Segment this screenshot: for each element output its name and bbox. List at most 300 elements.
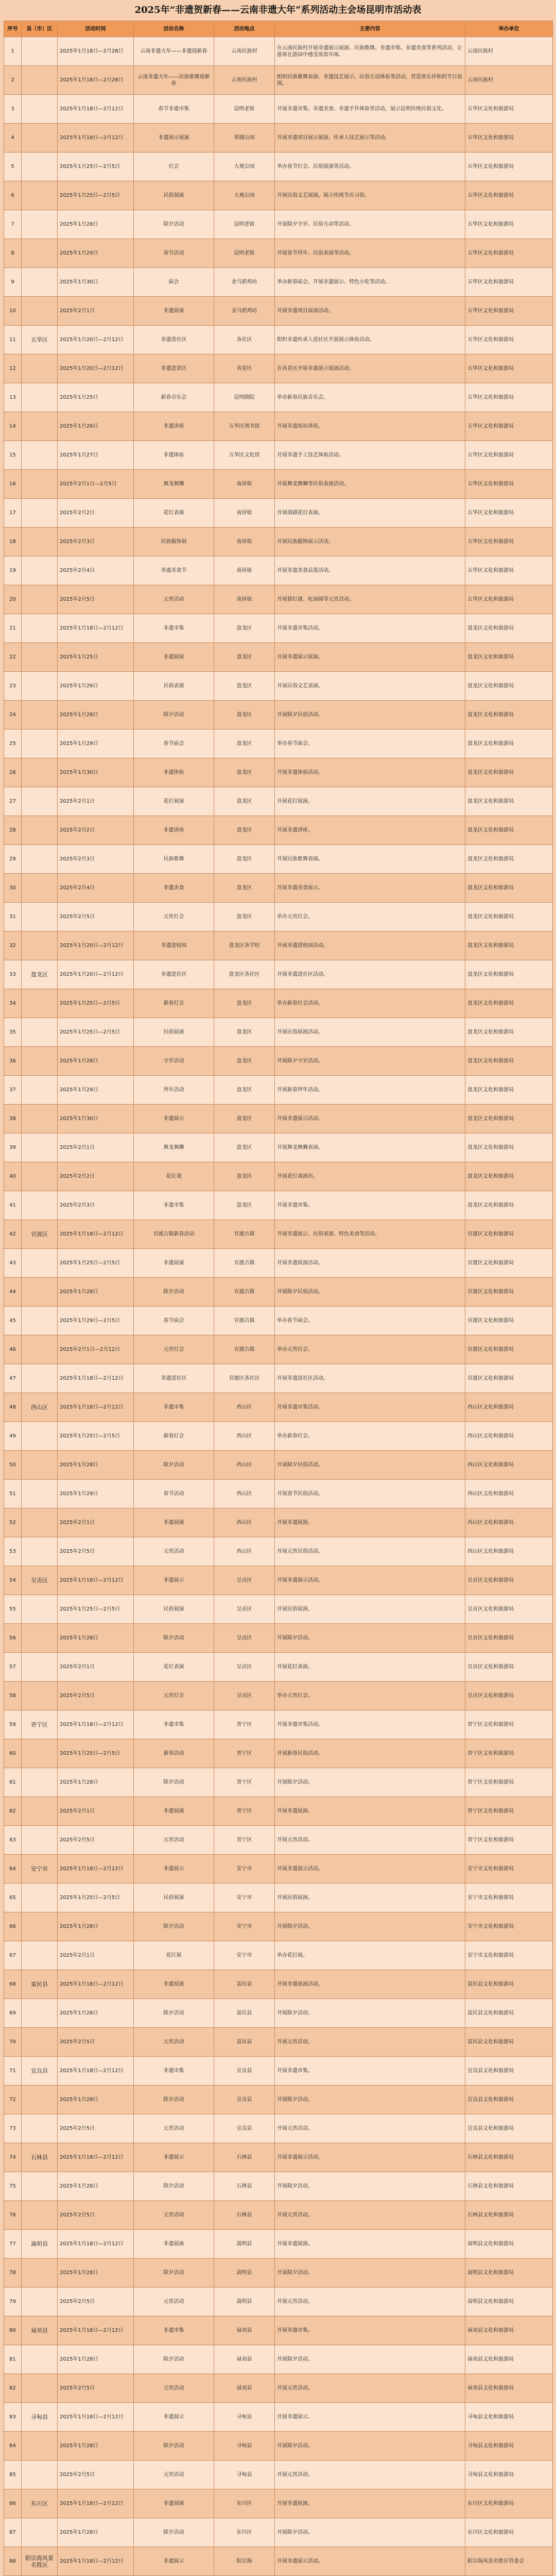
cell-no: 41 (4, 1191, 22, 1220)
header-content: 主要内容 (275, 21, 465, 37)
cell-content: 开展元宵活动。 (275, 2287, 465, 2316)
cell-no: 69 (4, 1999, 22, 2028)
cell-no: 8 (4, 239, 22, 268)
cell-name: 新春活动 (134, 1739, 214, 1768)
cell-time: 2025年1月28日 (58, 1451, 134, 1480)
cell-org: 宜良县文化和旅游局 (465, 2114, 553, 2143)
table-row (4, 1191, 553, 1220)
cell-no: 17 (4, 499, 22, 528)
cell-time: 2025年2月2日 (58, 1162, 134, 1191)
cell-venue: 西山区 (214, 1422, 275, 1451)
table-row (4, 1451, 553, 1480)
cell-time: 2025年1月25日—2月5日 (58, 1595, 134, 1624)
cell-venue: 寻甸县 (214, 2461, 275, 2489)
cell-no: 56 (4, 1624, 22, 1653)
cell-district (22, 1162, 58, 1191)
cell-time: 2025年1月18日—2月12日 (58, 124, 134, 152)
cell-venue: 禄劝县 (214, 2345, 275, 2374)
cell-content: 开展元宵民俗活动。 (275, 1537, 465, 1566)
table-row (4, 845, 553, 874)
table-row (4, 672, 553, 701)
cell-no: 47 (4, 1364, 22, 1393)
cell-venue: 翠湖公园 (214, 124, 275, 152)
cell-time: 2025年1月18日—2月12日 (58, 1710, 134, 1739)
cell-no: 16 (4, 470, 22, 499)
cell-venue: 晋宁区 (214, 1826, 275, 1855)
cell-name: 除夕活动 (134, 2518, 214, 2547)
cell-venue: 呈贡区 (214, 1682, 275, 1710)
table-row (4, 1220, 553, 1249)
cell-district (22, 931, 58, 960)
cell-org: 西山区文化和旅游局 (465, 1393, 553, 1422)
cell-content: 开展舞龙舞狮表演。 (275, 1133, 465, 1162)
cell-name: 除夕活动 (134, 1768, 214, 1797)
cell-district: 富民县 (22, 1970, 58, 1999)
cell-content: 开展非遗市集。 (275, 1191, 465, 1220)
cell-no: 52 (4, 1509, 22, 1537)
cell-time: 2025年1月30日 (58, 758, 134, 787)
cell-district (22, 845, 58, 874)
cell-district (22, 787, 58, 816)
cell-venue: 大观公园 (214, 152, 275, 181)
cell-org: 晋宁区文化和旅游局 (465, 1797, 553, 1826)
cell-name: 非遗市集 (134, 1710, 214, 1739)
cell-venue: 东川区 (214, 2518, 275, 2547)
cell-no: 13 (4, 383, 22, 412)
cell-venue: 盘龙区各社区 (214, 960, 275, 989)
table-row (4, 585, 553, 614)
cell-content: 开展新春民俗活动。 (275, 1739, 465, 1768)
cell-org: 呈贡区文化和旅游局 (465, 1653, 553, 1682)
cell-org: 五华区文化和旅游局 (465, 585, 553, 614)
table-row (4, 1624, 553, 1653)
cell-district (22, 1307, 58, 1335)
cell-name: 非遗展演 (134, 1797, 214, 1826)
table-row (4, 614, 553, 643)
cell-name: 新春灯会 (134, 989, 214, 1018)
cell-org: 东川区文化和旅游局 (465, 2489, 553, 2518)
cell-venue: 金马碧鸡坊 (214, 297, 275, 326)
cell-org: 安宁市文化和旅游局 (465, 1855, 553, 1884)
cell-time: 2025年2月5日 (58, 1826, 134, 1855)
cell-name: 元宵活动 (134, 2201, 214, 2230)
cell-no: 50 (4, 1451, 22, 1480)
table-row (4, 1884, 553, 1912)
cell-name: 非遗展演 (134, 2489, 214, 2518)
cell-no: 46 (4, 1335, 22, 1364)
cell-content: 开展非遗进社区活动。 (275, 960, 465, 989)
cell-venue: 宜良县 (214, 2086, 275, 2114)
cell-venue: 东川区 (214, 2489, 275, 2518)
cell-content: 开展除夕活动。 (275, 2086, 465, 2114)
cell-venue: 盘龙区 (214, 614, 275, 643)
cell-district (22, 124, 58, 152)
cell-name: 除夕活动 (134, 1278, 214, 1307)
cell-time: 2025年2月3日 (58, 528, 134, 556)
table-row (4, 2287, 553, 2316)
cell-no: 55 (4, 1595, 22, 1624)
table-row (4, 2086, 553, 2114)
cell-name: 春节庙会 (134, 730, 214, 758)
cell-no: 62 (4, 1797, 22, 1826)
table-row (4, 499, 553, 528)
cell-content: 开展元宵活动。 (275, 1826, 465, 1855)
cell-time: 2025年1月18日—2月12日 (58, 2143, 134, 2172)
cell-no: 24 (4, 701, 22, 730)
cell-content: 开展除夕活动。 (275, 2259, 465, 2287)
cell-district (22, 37, 58, 66)
cell-org: 五华区文化和旅游局 (465, 441, 553, 470)
cell-venue: 安宁市 (214, 1855, 275, 1884)
table-row (4, 1537, 553, 1566)
cell-content: 开展非遗市集。 (275, 2316, 465, 2345)
cell-org: 西山区文化和旅游局 (465, 1451, 553, 1480)
cell-no: 70 (4, 2028, 22, 2057)
cell-no: 67 (4, 1941, 22, 1970)
table-row (4, 730, 553, 758)
cell-district (22, 2518, 58, 2547)
cell-org: 西山区文化和旅游局 (465, 1422, 553, 1451)
cell-org: 富民县文化和旅游局 (465, 1970, 553, 1999)
cell-district (22, 989, 58, 1018)
cell-district (22, 2201, 58, 2230)
cell-org: 富民县文化和旅游局 (465, 1999, 553, 2028)
cell-venue: 盘龙区 (214, 1047, 275, 1076)
cell-time: 2025年1月25日—2月5日 (58, 1739, 134, 1768)
cell-venue: 禄劝县 (214, 2374, 275, 2403)
cell-venue: 石林县 (214, 2143, 275, 2172)
cell-content: 开展非遗展演。 (275, 1509, 465, 1537)
cell-org: 盘龙区文化和旅游局 (465, 874, 553, 903)
cell-district (22, 2432, 58, 2461)
cell-district (22, 441, 58, 470)
cell-content: 举办新春灯会活动。 (275, 989, 465, 1018)
table-row (4, 1105, 553, 1133)
cell-time: 2025年1月18日—2月12日 (58, 2547, 134, 2576)
cell-district (22, 2172, 58, 2201)
cell-venue: 禄劝县 (214, 2316, 275, 2345)
cell-content: 开展除夕活动。 (275, 2518, 465, 2547)
cell-content: 开展舞龙舞狮等民俗表演活动。 (275, 470, 465, 499)
cell-content: 开展非遗知识讲座。 (275, 412, 465, 441)
cell-time: 2025年2月1日 (58, 1941, 134, 1970)
cell-no: 76 (4, 2201, 22, 2230)
cell-time: 2025年2月5日 (58, 585, 134, 614)
cell-venue: 五华区图书馆 (214, 412, 275, 441)
cell-time: 2025年1月25日 (58, 383, 134, 412)
cell-time: 2025年1月30日 (58, 1105, 134, 1133)
cell-name: 非遗进社区 (134, 960, 214, 989)
cell-no: 45 (4, 1307, 22, 1335)
cell-org: 禄劝县文化和旅游局 (465, 2374, 553, 2403)
cell-no: 68 (4, 1970, 22, 1999)
cell-org: 五华区文化和旅游局 (465, 354, 553, 383)
cell-org: 五华区文化和旅游局 (465, 499, 553, 528)
cell-no: 2 (4, 66, 22, 95)
cell-org: 石林县文化和旅游局 (465, 2143, 553, 2172)
cell-content: 开展除夕守岁活动。 (275, 1047, 465, 1076)
table-row (4, 1364, 553, 1393)
cell-no: 23 (4, 672, 22, 701)
cell-org: 五华区文化和旅游局 (465, 470, 553, 499)
cell-time: 2025年1月28日 (58, 1768, 134, 1797)
cell-content: 开展除夕民俗活动。 (275, 1451, 465, 1480)
cell-content: 开展春节拜年、民俗表演等活动。 (275, 239, 465, 268)
cell-time: 2025年1月29日 (58, 239, 134, 268)
cell-venue: 富民县 (214, 1970, 275, 1999)
header-venue: 活动地点 (214, 21, 275, 37)
cell-venue: 呈贡区 (214, 1595, 275, 1624)
cell-name: 元宵灯会 (134, 1682, 214, 1710)
cell-venue: 呈贡区 (214, 1653, 275, 1682)
cell-org: 晋宁区文化和旅游局 (465, 1739, 553, 1768)
cell-content: 开展非遗项目展示展演、传承人技艺展示等活动。 (275, 124, 465, 152)
cell-org: 盘龙区文化和旅游局 (465, 614, 553, 643)
cell-org: 盘龙区文化和旅游局 (465, 1076, 553, 1105)
cell-content: 举办花灯展。 (275, 1941, 465, 1970)
table-row (4, 1710, 553, 1739)
cell-org: 寻甸县文化和旅游局 (465, 2432, 553, 2461)
cell-content: 开展非遗展演活动。 (275, 1970, 465, 1999)
cell-time: 2025年1月29日 (58, 1480, 134, 1509)
cell-venue: 南屏街 (214, 528, 275, 556)
cell-org: 阳宗海风景名胜区管委会 (465, 2547, 553, 2576)
cell-venue: 南屏街 (214, 585, 275, 614)
cell-name: 庙会 (134, 268, 214, 297)
cell-time: 2025年1月25日 (58, 643, 134, 672)
cell-time: 2025年1月18日—2月12日 (58, 95, 134, 124)
cell-time: 2025年2月1日 (58, 1797, 134, 1826)
cell-time: 2025年1月18日—2月12日 (58, 614, 134, 643)
cell-org: 安宁市文化和旅游局 (465, 1912, 553, 1941)
cell-no: 54 (4, 1566, 22, 1595)
cell-no: 83 (4, 2403, 22, 2432)
cell-name: 非遗市集 (134, 2057, 214, 2086)
cell-name: 除夕活动 (134, 2345, 214, 2374)
cell-venue: 南屏街 (214, 499, 275, 528)
cell-org: 呈贡区文化和旅游局 (465, 1595, 553, 1624)
activity-table (4, 21, 553, 2576)
cell-content: 开展非遗展演。 (275, 1797, 465, 1826)
cell-name: 非遗讲座 (134, 412, 214, 441)
table-row (4, 2201, 553, 2230)
cell-venue: 晋宁区 (214, 1710, 275, 1739)
cell-content: 开展非遗展演。 (275, 2489, 465, 2518)
table-row (4, 1855, 553, 1884)
cell-district (22, 1105, 58, 1133)
cell-district: 宜良县 (22, 2057, 58, 2086)
cell-no: 19 (4, 556, 22, 585)
cell-content: 开展民俗文艺展演，展示传统节庆习俗。 (275, 181, 465, 210)
cell-no: 81 (4, 2345, 22, 2374)
cell-district (22, 1364, 58, 1393)
table-row (4, 1162, 553, 1191)
cell-venue: 宜良县 (214, 2114, 275, 2143)
cell-name: 非遗展示展演 (134, 124, 214, 152)
cell-time: 2025年1月26日 (58, 672, 134, 701)
cell-name: 花灯表演 (134, 1653, 214, 1682)
cell-venue: 云南民族村 (214, 37, 275, 66)
cell-content: 开展民俗展演活动。 (275, 1018, 465, 1047)
cell-org: 盘龙区文化和旅游局 (465, 903, 553, 931)
cell-name: 云南非遗大年——非遗迎新春 (134, 37, 214, 66)
cell-content: 开展除夕民俗活动。 (275, 1278, 465, 1307)
cell-name: 非遗展示 (134, 2403, 214, 2432)
cell-org: 石林县文化和旅游局 (465, 2201, 553, 2230)
cell-venue: 晋宁区 (214, 1797, 275, 1826)
cell-no: 66 (4, 1912, 22, 1941)
cell-no: 86 (4, 2489, 22, 2518)
cell-org: 官渡区文化和旅游局 (465, 1307, 553, 1335)
cell-time: 2025年2月5日 (58, 2114, 134, 2143)
cell-no: 42 (4, 1220, 22, 1249)
cell-time: 2025年1月20日—2月12日 (58, 931, 134, 960)
cell-no: 85 (4, 2461, 22, 2489)
cell-content: 开展非遗展示展演。 (275, 643, 465, 672)
cell-venue: 官渡古镇 (214, 1307, 275, 1335)
table-row (4, 2114, 553, 2143)
document-title: 2025年“非遗贺新春——云南非遗大年”系列活动主会场昆明市活动表 (134, 5, 422, 15)
table-row (4, 1509, 553, 1537)
cell-time: 2025年2月4日 (58, 874, 134, 903)
cell-district: 禄劝县 (22, 2316, 58, 2345)
cell-district (22, 2259, 58, 2287)
table-row (4, 239, 553, 268)
cell-venue: 南屏街 (214, 470, 275, 499)
cell-no: 20 (4, 585, 22, 614)
cell-no: 6 (4, 181, 22, 210)
cell-district (22, 239, 58, 268)
table-row (4, 95, 553, 124)
cell-venue: 盘龙区 (214, 989, 275, 1018)
cell-content: 开展非遗展示活动。 (275, 1105, 465, 1133)
cell-name: 元宵活动 (134, 2287, 214, 2316)
cell-venue: 盘龙区 (214, 643, 275, 672)
cell-org: 五华区文化和旅游局 (465, 95, 553, 124)
table-row (4, 2518, 553, 2547)
cell-time: 2025年2月5日 (58, 2461, 134, 2489)
cell-org: 嵩明县文化和旅游局 (465, 2287, 553, 2316)
cell-content: 举办新春庙会，开展非遗展示、特色小吃等活动。 (275, 268, 465, 297)
cell-venue: 嵩明县 (214, 2259, 275, 2287)
table-row (4, 1566, 553, 1595)
table-row (4, 354, 553, 383)
cell-content: 开展非遗讲座。 (275, 816, 465, 845)
cell-venue: 五华区文化馆 (214, 441, 275, 470)
table-row (4, 66, 553, 95)
cell-no: 80 (4, 2316, 22, 2345)
cell-time: 2025年2月4日 (58, 556, 134, 585)
cell-content: 举办新春民族音乐会。 (275, 383, 465, 412)
cell-time: 2025年1月25日—2月5日 (58, 989, 134, 1018)
cell-venue: 金马碧鸡坊 (214, 268, 275, 297)
cell-district: 官渡区 (22, 1220, 58, 1249)
cell-no: 61 (4, 1768, 22, 1797)
cell-time: 2025年1月18日—2月28日 (58, 37, 134, 66)
cell-name: 非遗美食节 (134, 556, 214, 585)
cell-no: 78 (4, 2259, 22, 2287)
cell-time: 2025年2月5日 (58, 2287, 134, 2316)
cell-org: 盘龙区文化和旅游局 (465, 1162, 553, 1191)
cell-name: 元宵活动 (134, 2461, 214, 2489)
table-header-row (4, 21, 553, 37)
cell-no: 18 (4, 528, 22, 556)
cell-venue: 盘龙区 (214, 1018, 275, 1047)
cell-time: 2025年1月18日—2月12日 (58, 2403, 134, 2432)
cell-time: 2025年2月1日 (58, 297, 134, 326)
cell-venue: 盘龙区 (214, 1162, 275, 1191)
cell-name: 非遗展演 (134, 1970, 214, 1999)
cell-org: 五华区文化和旅游局 (465, 326, 553, 354)
cell-org: 云南民族村 (465, 37, 553, 66)
cell-org: 五华区文化和旅游局 (465, 152, 553, 181)
cell-venue: 盘龙区 (214, 1076, 275, 1105)
cell-time: 2025年1月18日—2月12日 (58, 2489, 134, 2518)
cell-time: 2025年2月1日 (58, 1653, 134, 1682)
cell-time: 2025年1月20日—2月12日 (58, 960, 134, 989)
cell-name: 元宵灯会 (134, 903, 214, 931)
cell-no: 79 (4, 2287, 22, 2316)
cell-org: 晋宁区文化和旅游局 (465, 1710, 553, 1739)
cell-org: 五华区文化和旅游局 (465, 383, 553, 412)
cell-venue: 盘龙区 (214, 672, 275, 701)
table-row (4, 1278, 553, 1307)
cell-no: 49 (4, 1422, 22, 1451)
table-row (4, 1797, 553, 1826)
cell-venue: 官渡古镇 (214, 1278, 275, 1307)
cell-org: 嵩明县文化和旅游局 (465, 2259, 553, 2287)
cell-district (22, 1249, 58, 1278)
table-row (4, 326, 553, 354)
cell-district (22, 383, 58, 412)
cell-name: 非遗展演 (134, 1249, 214, 1278)
table-row (4, 383, 553, 412)
cell-content: 开展非遗市集活动。 (275, 1710, 465, 1739)
cell-district (22, 758, 58, 787)
cell-time: 2025年2月5日 (58, 2201, 134, 2230)
table-row (4, 2403, 553, 2432)
cell-org: 五华区文化和旅游局 (465, 181, 553, 210)
cell-district (22, 1047, 58, 1076)
cell-name: 舞龙舞狮 (134, 1133, 214, 1162)
cell-org: 呈贡区文化和旅游局 (465, 1566, 553, 1595)
cell-content: 组织非遗传承人进社区开展展示体验活动。 (275, 326, 465, 354)
cell-venue: 富民县 (214, 1999, 275, 2028)
cell-name: 元宵活动 (134, 1826, 214, 1855)
cell-time: 2025年1月18日—2月12日 (58, 1970, 134, 1999)
table-row (4, 989, 553, 1018)
table-row (4, 2489, 553, 2518)
cell-no: 65 (4, 1884, 22, 1912)
cell-org: 官渡区文化和旅游局 (465, 1278, 553, 1307)
cell-district (22, 585, 58, 614)
header-name: 活动名称 (134, 21, 214, 37)
cell-name: 元宵活动 (134, 2028, 214, 2057)
cell-name: 非遗展演 (134, 1509, 214, 1537)
table-row (4, 787, 553, 816)
cell-name: 元宵活动 (134, 2374, 214, 2403)
cell-org: 嵩明县文化和旅游局 (465, 2230, 553, 2259)
cell-district (22, 1422, 58, 1451)
cell-no: 74 (4, 2143, 22, 2172)
cell-venue: 官渡古镇 (214, 1335, 275, 1364)
cell-name: 守岁活动 (134, 1047, 214, 1076)
cell-time: 2025年1月25日—2月5日 (58, 1422, 134, 1451)
cell-name: 非遗展示 (134, 1105, 214, 1133)
cell-content: 开展元宵活动。 (275, 2028, 465, 2057)
cell-content: 开展非遗展示。 (275, 2403, 465, 2432)
cell-content: 开展除夕活动。 (275, 2172, 465, 2201)
